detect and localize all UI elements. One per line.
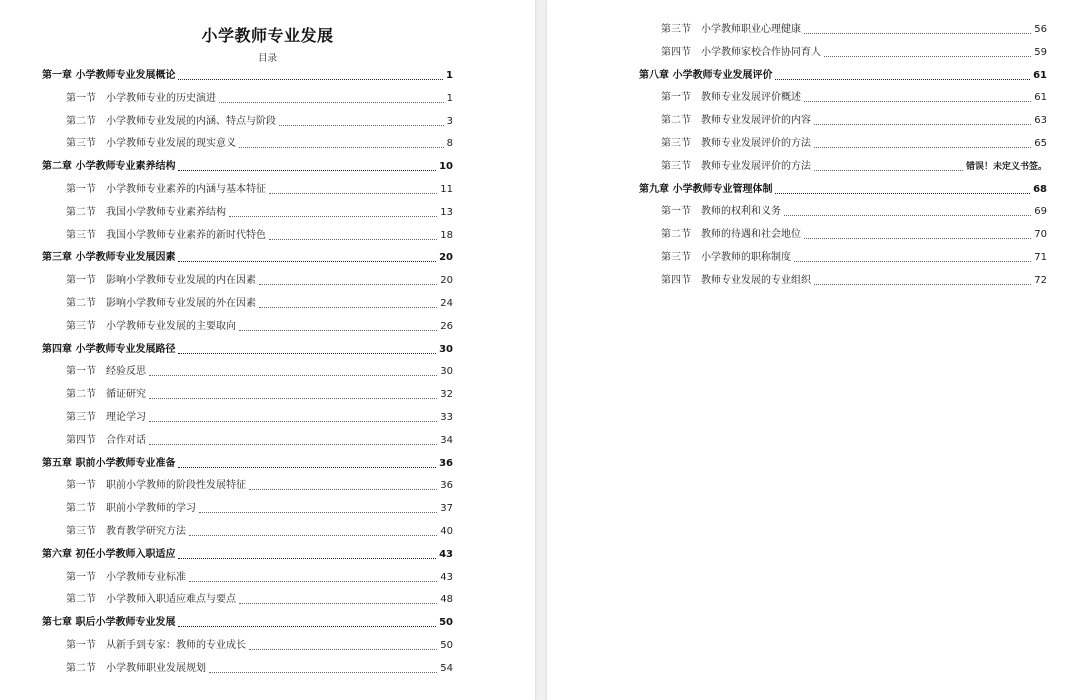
toc-page-number: 20	[439, 252, 453, 264]
toc-section-entry[interactable]	[661, 274, 1047, 288]
toc-entry-title: 小学教师职业发展规划	[106, 662, 206, 674]
toc-page-number: 40	[440, 526, 453, 537]
toc-entry-number: 第一节	[66, 92, 96, 104]
toc-entry-number: 第二节	[661, 115, 691, 127]
toc-entry-title: 小学教师专业发展的现实意义	[106, 138, 236, 150]
toc-section-entry[interactable]	[66, 662, 453, 676]
toc-page-number: 1	[446, 92, 453, 104]
toc-section-entry[interactable]	[66, 411, 453, 425]
toc-heading: 目录	[257, 53, 277, 64]
dot-leader	[209, 672, 437, 673]
toc-entry-title: 教育教学研究方法	[106, 526, 186, 537]
toc-entry-title: 小学教师专业发展的主要取向	[106, 320, 236, 332]
dot-leader	[775, 193, 1030, 194]
dot-leader	[149, 421, 437, 422]
toc-page-number: 1	[446, 70, 453, 81]
toc-page-number: 33	[440, 412, 453, 423]
toc-section-entry[interactable]	[66, 434, 453, 448]
toc-chapter-entry[interactable]	[42, 457, 453, 471]
dot-leader	[219, 102, 444, 103]
toc-entry-title: 小学教师职业心理健康	[701, 24, 801, 35]
dot-leader	[239, 330, 437, 331]
toc-entry-number: 第一节	[66, 275, 96, 287]
toc-page-number: 43	[439, 548, 453, 560]
toc-entry-title: 教师专业发展评价的内容	[701, 115, 811, 127]
toc-entry-title: 教师专业发展的专业组织	[701, 274, 811, 286]
toc-section-entry[interactable]	[66, 388, 453, 402]
toc-section-entry[interactable]	[66, 297, 453, 311]
document-page-left	[0, 0, 535, 700]
toc-entry-number: 第三节	[66, 229, 96, 241]
toc-entry-title: 教师专业发展评价的方法	[701, 138, 811, 149]
toc-page-number: 56	[1034, 24, 1047, 35]
toc-entry-number: 第二节	[66, 115, 96, 127]
toc-entry-number: 第二节	[66, 298, 96, 309]
toc-entry-title: 教师的权利和义务	[701, 206, 781, 218]
toc-entry-number: 第二节	[66, 206, 96, 218]
toc-entry-title: 第三章 小学教师专业发展因素	[42, 252, 176, 264]
toc-page-number: 69	[1034, 206, 1047, 218]
toc-entry-number: 第一节	[661, 206, 691, 218]
toc-page-number: 30	[439, 343, 453, 355]
toc-chapter-entry[interactable]	[639, 69, 1047, 83]
toc-section-entry[interactable]	[661, 23, 1047, 37]
dot-leader	[804, 33, 1031, 34]
toc-entry-title: 第八章 小学教师专业发展评价	[639, 69, 773, 81]
toc-page-number: 71	[1034, 252, 1047, 263]
toc-section-entry[interactable]	[66, 320, 453, 334]
toc-page-number: 43	[440, 571, 453, 583]
toc-section-entry[interactable]	[66, 229, 453, 243]
toc-page-number: 36	[440, 480, 453, 492]
dot-leader	[269, 193, 437, 194]
toc-chapter-entry[interactable]	[42, 548, 453, 562]
dot-leader	[178, 170, 436, 171]
toc-entry-title: 第六章 初任小学教师入职适应	[42, 548, 176, 560]
toc-page-number: 13	[440, 206, 453, 218]
toc-chapter-entry[interactable]	[42, 343, 453, 357]
toc-entry-number: 第三节	[66, 138, 96, 150]
dot-leader	[178, 626, 436, 627]
dot-leader	[814, 170, 963, 171]
dot-leader	[775, 79, 1030, 80]
toc-page-number: 36	[439, 457, 453, 469]
dot-leader	[199, 512, 437, 513]
toc-entry-number: 第三节	[66, 412, 96, 423]
toc-page-number: 11	[440, 184, 453, 195]
dot-leader	[178, 261, 436, 262]
dot-leader	[178, 558, 436, 559]
toc-entry-title: 第五章 职前小学教师专业准备	[42, 457, 176, 469]
toc-page-number: 50	[439, 617, 453, 629]
toc-page-number: 72	[1034, 274, 1047, 286]
toc-entry-title: 第四章 小学教师专业发展路径	[42, 343, 176, 355]
toc-entry-number: 第四节	[661, 46, 691, 58]
toc-section-entry[interactable]	[66, 274, 453, 288]
toc-page-number: 24	[440, 298, 453, 309]
toc-section-entry[interactable]	[66, 593, 453, 607]
toc-section-entry[interactable]	[66, 639, 453, 653]
toc-entry-number: 第三节	[661, 24, 691, 35]
toc-chapter-entry[interactable]	[42, 69, 453, 83]
toc-page-number: 59	[1034, 46, 1047, 58]
dot-leader	[259, 284, 437, 285]
toc-entry-title: 我国小学教师专业素养的新时代特色	[106, 229, 266, 241]
toc-entry-number: 第二节	[66, 503, 96, 515]
dot-leader	[784, 215, 1031, 216]
toc-chapter-entry[interactable]	[42, 251, 453, 265]
toc-entry-number: 第一节	[66, 366, 96, 378]
toc-entry-title: 循证研究	[106, 389, 146, 401]
dot-leader	[229, 216, 437, 217]
toc-page-number: 68	[1033, 183, 1047, 195]
dot-leader	[824, 56, 1031, 57]
toc-page-number: 48	[440, 594, 453, 606]
toc-section-entry[interactable]	[66, 137, 453, 151]
toc-entry-title: 小学教师专业的历史演进	[106, 92, 216, 104]
toc-entry-title: 职前小学教师的学习	[106, 503, 196, 515]
toc-page-number: 20	[440, 275, 453, 287]
toc-entry-title: 小学教师专业素养的内涵与基本特征	[106, 184, 266, 195]
dot-leader	[239, 147, 444, 148]
dot-leader	[814, 147, 1031, 148]
toc-entry-number: 第三节	[661, 138, 691, 149]
toc-entry-title: 第一章 小学教师专业发展概论	[42, 70, 176, 81]
toc-chapter-entry[interactable]	[639, 183, 1047, 197]
toc-entry-number: 第二节	[66, 594, 96, 606]
toc-page-number: 50	[440, 640, 453, 651]
toc-section-entry[interactable]	[66, 502, 453, 516]
toc-page-number: 18	[440, 229, 453, 241]
toc-entry-title: 影响小学教师专业发展的内在因素	[106, 275, 256, 287]
toc-page-number: 30	[440, 366, 453, 378]
toc-page-number: 3	[446, 115, 453, 127]
toc-entry-title: 小学教师家校合作协同育人	[701, 46, 821, 58]
dot-leader	[269, 239, 437, 240]
document-title: 小学教师专业发展	[201, 26, 334, 45]
toc-error-message: 错误！未定义书签。	[965, 161, 1047, 172]
dot-leader	[189, 535, 437, 536]
toc-section-entry[interactable]	[661, 91, 1047, 105]
dot-leader	[804, 101, 1031, 102]
toc-page-number: 8	[446, 138, 453, 150]
dot-leader	[814, 284, 1031, 285]
toc-entry-title: 理论学习	[106, 412, 146, 423]
toc-entry-number: 第三节	[66, 526, 96, 537]
toc-entry-title: 教师专业发展评价概述	[701, 92, 801, 104]
toc-entry-number: 第三节	[661, 160, 691, 172]
toc-entry-number: 第一节	[661, 92, 691, 104]
dot-leader	[259, 307, 437, 308]
toc-section-entry[interactable]	[661, 46, 1047, 60]
dot-leader	[794, 261, 1031, 262]
toc-entry-title: 小学教师专业发展的内涵、特点与阶段	[106, 115, 276, 127]
toc-section-entry[interactable]	[66, 92, 453, 106]
toc-entry-title: 教师的待遇和社会地位	[701, 229, 801, 241]
dot-leader	[149, 444, 437, 445]
toc-section-entry[interactable]	[66, 479, 453, 493]
toc-entry-number: 第三节	[661, 252, 691, 263]
toc-entry-number: 第二节	[661, 229, 691, 241]
toc-section-entry[interactable]	[661, 160, 1047, 174]
toc-entry-title: 小学教师专业标准	[106, 571, 186, 583]
toc-entry-title: 我国小学教师专业素养结构	[106, 206, 226, 218]
toc-entry-number: 第四节	[661, 274, 691, 286]
toc-section-entry[interactable]	[661, 251, 1047, 265]
toc-section-entry[interactable]	[66, 525, 453, 539]
dot-leader	[804, 238, 1031, 239]
dot-leader	[178, 467, 436, 468]
toc-section-entry[interactable]	[66, 183, 453, 197]
dot-leader	[249, 649, 437, 650]
toc-section-entry[interactable]	[661, 114, 1047, 128]
dot-leader	[149, 398, 437, 399]
toc-page-number: 26	[440, 320, 453, 332]
toc-page-number: 70	[1034, 229, 1047, 241]
toc-chapter-entry[interactable]	[42, 616, 453, 630]
toc-entry-title: 小学教师的职称制度	[701, 252, 791, 263]
toc-page-number: 32	[440, 389, 453, 401]
toc-entry-title: 第二章 小学教师专业素养结构	[42, 161, 176, 173]
toc-page-number: 10	[439, 161, 453, 173]
toc-page-number: 54	[440, 662, 453, 674]
dot-leader	[178, 353, 436, 354]
toc-entry-number: 第二节	[66, 389, 96, 401]
toc-page-number: 34	[440, 434, 453, 446]
toc-entry-number: 第二节	[66, 662, 96, 674]
toc-section-entry[interactable]	[66, 206, 453, 220]
dot-leader	[239, 603, 437, 604]
toc-page-number: 61	[1033, 69, 1047, 81]
toc-page-number: 61	[1034, 92, 1047, 104]
dot-leader	[189, 581, 437, 582]
toc-entry-title: 第七章 职后小学教师专业发展	[42, 617, 176, 629]
toc-entry-number: 第一节	[66, 640, 96, 651]
toc-entry-title: 合作对话	[106, 434, 146, 446]
toc-section-entry[interactable]	[661, 137, 1047, 151]
dot-leader	[249, 489, 437, 490]
toc-page-number: 65	[1034, 138, 1047, 149]
toc-entry-number: 第一节	[66, 184, 96, 195]
toc-entry-title: 第九章 小学教师专业管理体制	[639, 183, 773, 195]
toc-section-entry[interactable]	[661, 205, 1047, 219]
toc-entry-number: 第三节	[66, 320, 96, 332]
dot-leader	[279, 125, 444, 126]
dot-leader	[178, 79, 443, 80]
toc-entry-title: 职前小学教师的阶段性发展特征	[106, 480, 246, 492]
toc-entry-title: 经验反思	[106, 366, 146, 378]
toc-section-entry[interactable]	[66, 115, 453, 129]
toc-page-number: 37	[440, 503, 453, 515]
toc-entry-number: 第一节	[66, 480, 96, 492]
toc-entry-title: 影响小学教师专业发展的外在因素	[106, 298, 256, 309]
toc-entry-title: 从新手到专家：教师的专业成长	[106, 640, 246, 651]
toc-entry-title: 小学教师入职适应难点与要点	[106, 594, 236, 606]
toc-section-entry[interactable]	[661, 228, 1047, 242]
toc-entry-number: 第四节	[66, 434, 96, 446]
toc-section-entry[interactable]	[66, 365, 453, 379]
toc-section-entry[interactable]	[66, 571, 453, 585]
dot-leader	[149, 375, 437, 376]
dot-leader	[814, 124, 1031, 125]
document-page-right	[547, 0, 1080, 700]
toc-page-number: 63	[1034, 115, 1047, 127]
toc-chapter-entry[interactable]	[42, 160, 453, 174]
toc-entry-title: 教师专业发展评价的方法	[701, 160, 811, 172]
toc-entry-number: 第一节	[66, 571, 96, 583]
